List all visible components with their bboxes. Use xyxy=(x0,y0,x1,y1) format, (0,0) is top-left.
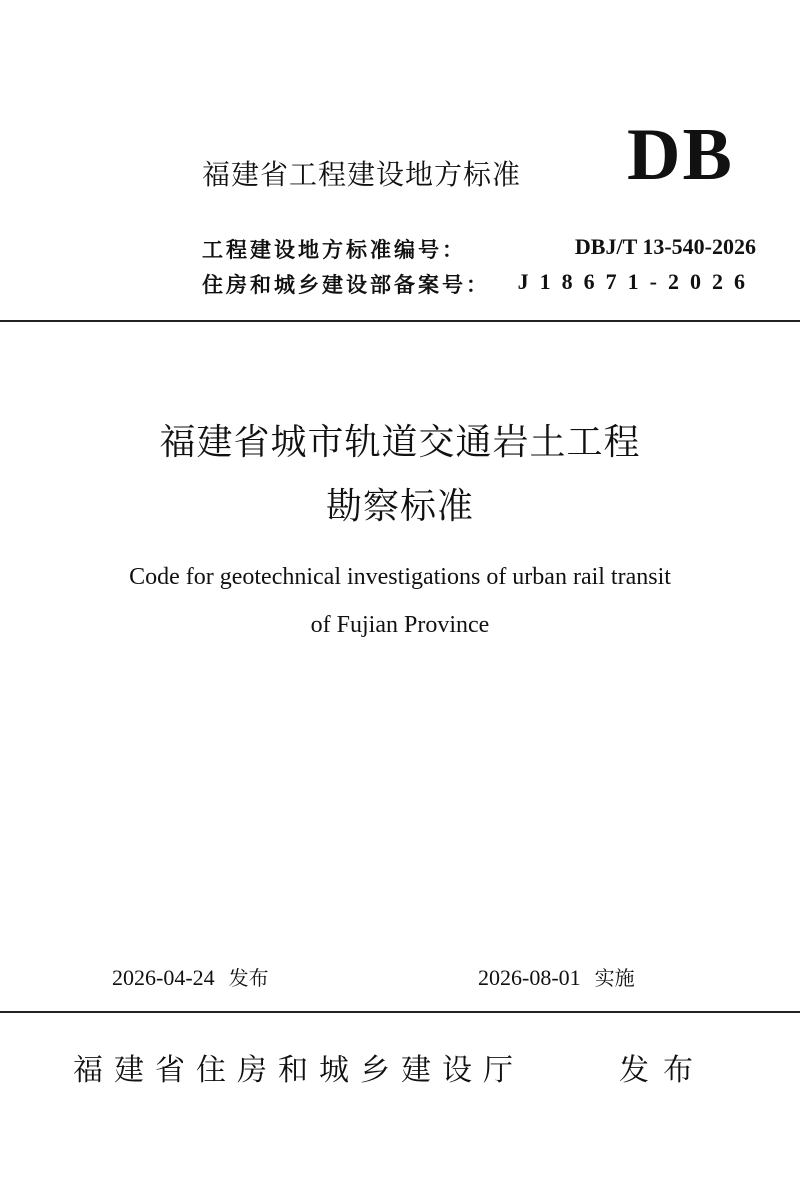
publisher: 福建省住房和城乡建设厅 xyxy=(73,1053,524,1088)
filing-number-label: 住房和城乡建设部备案号： xyxy=(202,273,490,297)
title-zh-line1: 福建省城市轨道交通岩土工程 xyxy=(159,422,641,463)
bottom-divider xyxy=(0,1011,800,1013)
standard-number: DBJ/T 13-540-2026 xyxy=(574,234,756,259)
filing-number: J18671-2026 xyxy=(517,269,756,294)
issue-date-line xyxy=(112,962,269,991)
publish-verb: 发布 xyxy=(619,1053,707,1088)
issue-verb: 发布 xyxy=(228,966,269,990)
title-zh-line2: 勘察标准 xyxy=(325,486,474,527)
title-en-line2: of Fujian Province xyxy=(310,612,490,638)
standard-number-label: 工程建设地方标准编号： xyxy=(202,238,466,262)
top-divider xyxy=(0,320,800,322)
effective-date-line xyxy=(478,962,635,991)
series-title: 福建省工程建设地方标准 xyxy=(202,158,522,191)
title-en-line1: Code for geotechnical investigations of urban rail transit xyxy=(129,564,671,590)
db-mark: DB xyxy=(627,114,734,196)
effective-verb: 实施 xyxy=(594,966,635,990)
effective-date: 2026-08-01 xyxy=(478,965,581,990)
issue-date: 2026-04-24 xyxy=(112,965,215,990)
